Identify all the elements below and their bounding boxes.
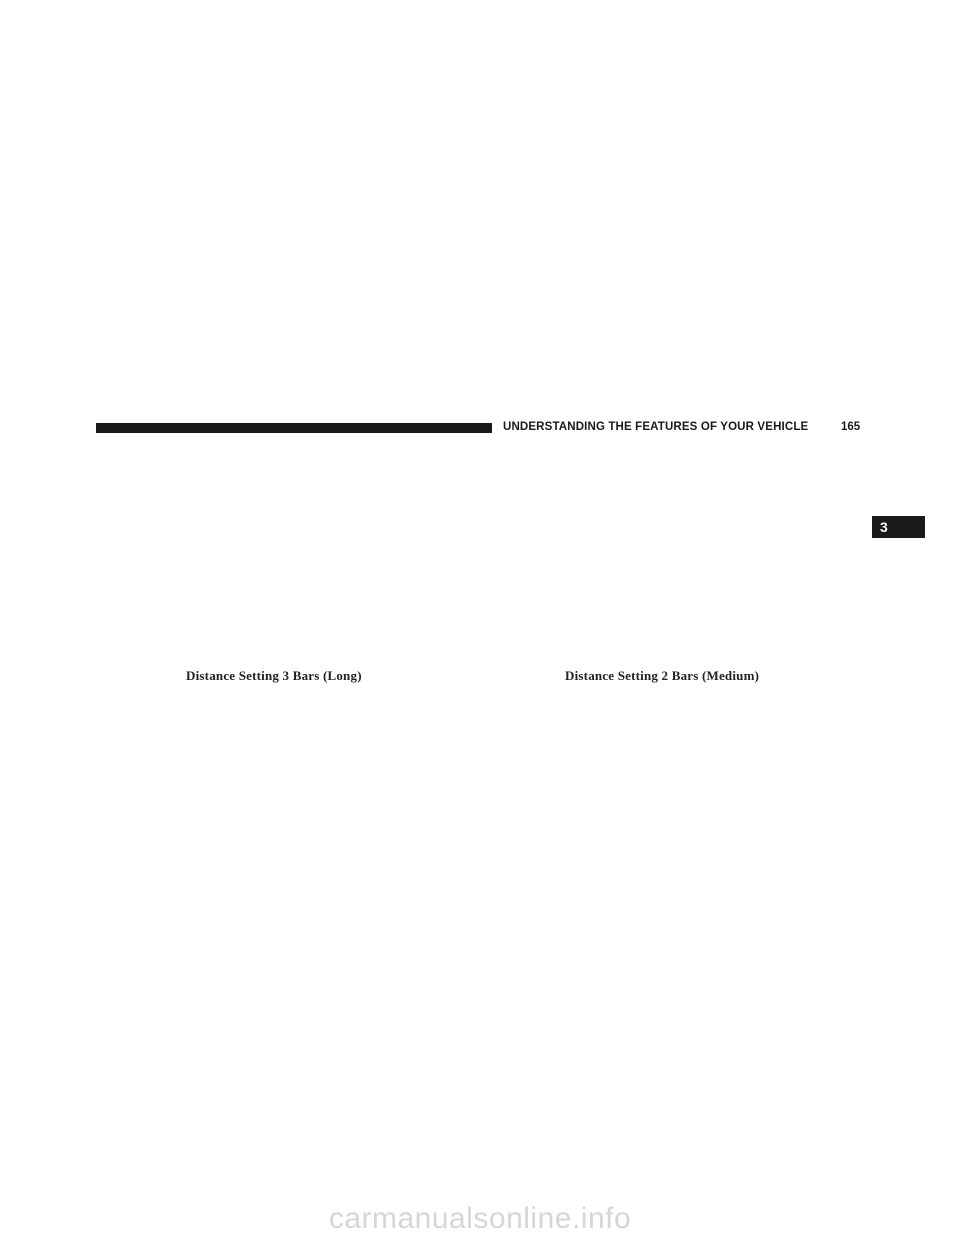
site-watermark: carmanualsonline.info [328, 1202, 632, 1235]
figure-caption-long: Distance Setting 3 Bars (Long) [186, 668, 362, 683]
page-number: 165 [841, 421, 861, 433]
running-header-title: UNDERSTANDING THE FEATURES OF YOUR VEHICLE [503, 421, 809, 433]
chapter-tab [872, 516, 925, 538]
header-rule [96, 423, 492, 433]
figure-caption-medium: Distance Setting 2 Bars (Medium) [565, 668, 760, 683]
chapter-number: 3 [880, 519, 888, 535]
